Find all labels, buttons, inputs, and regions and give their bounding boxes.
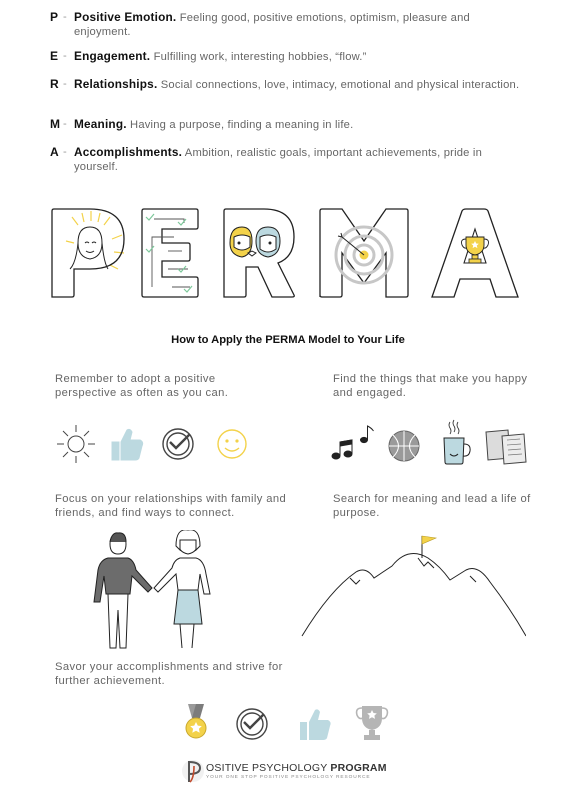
letter-e-illustration <box>138 207 202 299</box>
woman-figure-icon <box>154 530 210 648</box>
letter-p-illustration <box>48 207 128 299</box>
accomplishment-icons-row <box>176 702 392 744</box>
music-notes-icon <box>332 426 374 459</box>
perma-term: Accomplishments. <box>74 145 183 159</box>
perma-letter: R <box>50 77 59 91</box>
dash: - <box>63 146 67 158</box>
tip-happy-engaged: Find the things that make you happy and engaged. <box>333 373 528 399</box>
checkmark-circle-icon <box>163 429 193 459</box>
book-icon <box>486 430 526 464</box>
trophy-icon <box>357 706 388 740</box>
thumbs-up-icon <box>112 429 143 460</box>
holding-hands-couple-icon <box>92 530 222 660</box>
perma-term: Meaning. <box>74 117 127 131</box>
perma-definition <box>74 145 520 174</box>
checkmark-icon <box>146 214 192 292</box>
letter-a-illustration <box>430 207 520 299</box>
dash: - <box>63 50 67 62</box>
perma-description: Social connections, love, intimacy, emotional and physical interaction. <box>160 79 520 91</box>
pp-logo-mark-icon <box>180 758 206 784</box>
perma-description: Fulfilling work, interesting hobbies, “flow.” <box>153 51 367 63</box>
target-icon <box>336 227 392 283</box>
perma-item-engagement <box>50 49 520 64</box>
positive-icons-row <box>52 420 252 468</box>
mountain-flag-icon <box>300 530 526 642</box>
mountain-peaks-icon <box>302 554 526 637</box>
engaged-icons-row <box>326 418 532 470</box>
checkmark-circle-icon <box>237 709 267 739</box>
tip-accomplishments: Savor your accomplishments and strive for further achievement. <box>55 661 283 687</box>
perma-description: Having a purpose, finding a meaning in life. <box>130 119 354 131</box>
perma-item-accomplishments <box>50 145 520 174</box>
perma-item-meaning <box>50 117 520 132</box>
perma-term: Engagement. <box>74 49 151 63</box>
perma-item-positive-emotion <box>50 10 520 39</box>
thumbs-up-icon <box>300 709 331 740</box>
basketball-icon <box>389 431 419 461</box>
perma-term: Positive Emotion. <box>74 10 177 24</box>
perma-definition <box>74 49 520 64</box>
tip-meaning-purpose: Search for meaning and lead a life of purpose. <box>333 493 531 519</box>
logo-text-prefix: OSITIVE PSYCHOLOGY <box>206 762 331 774</box>
perma-definition <box>74 117 520 132</box>
dash: - <box>63 11 67 23</box>
logo-text <box>206 762 387 774</box>
perma-item-relationships <box>50 77 520 92</box>
medal-icon <box>186 704 206 738</box>
dash: - <box>63 78 67 90</box>
perma-definition <box>74 10 520 39</box>
section-title: How to Apply the PERMA Model to Your Life <box>171 334 405 346</box>
perma-letter: P <box>50 10 59 24</box>
sun-icon <box>57 425 95 463</box>
perma-term: Relationships. <box>74 77 158 91</box>
perma-description: Ambition, realistic goals, important achievements, pride in yourself. <box>74 147 483 173</box>
perma-definition <box>74 77 520 92</box>
perma-letter: M <box>50 117 61 131</box>
logo-text-bold: PROGRAM <box>330 762 387 774</box>
smiley-face-icon <box>218 430 246 458</box>
coffee-mug-icon <box>444 420 470 464</box>
man-figure-icon <box>94 533 152 648</box>
letter-m-illustration <box>316 207 412 299</box>
perma-letter: E <box>50 49 59 63</box>
letter-r-illustration <box>220 207 298 299</box>
tip-relationships: Focus on your relationships with family and friends, and find ways to connect. <box>55 493 287 519</box>
smiling-woman-icon <box>70 227 108 269</box>
flag-icon <box>422 536 436 558</box>
dash: - <box>63 118 67 130</box>
perma-description: Feeling good, positive emotions, optimism, pleasure and enjoyment. <box>74 12 470 38</box>
kissing-couple-icon <box>230 227 280 257</box>
perma-letter: A <box>50 145 59 159</box>
positive-psychology-program-logo <box>176 758 400 784</box>
logo-tagline: YOUR ONE STOP POSITIVE PSYCHOLOGY RESOURCE <box>206 775 371 780</box>
tip-positive-perspective: Remember to adopt a positive perspective as often as you can. <box>55 373 229 399</box>
